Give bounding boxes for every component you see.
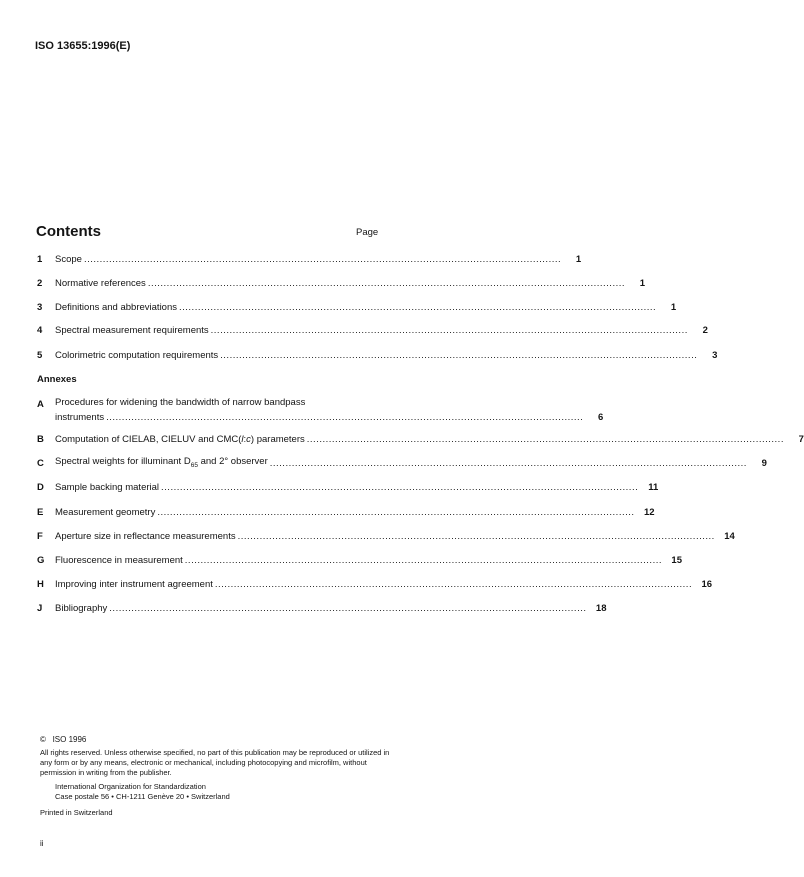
toc-annex-d[interactable] [37,480,659,493]
contents-title: Contents [36,223,101,240]
toc-entry-2[interactable] [37,276,646,289]
dot-leader: ........................................................................................................................................................ [161,482,639,493]
toc-number: 1 [37,254,43,265]
toc-annex-h[interactable] [37,577,713,590]
toc-page: 6 [598,412,604,423]
toc-page: 15 [671,555,682,566]
toc-number: F [37,531,43,542]
page-number: ii [40,839,44,848]
dot-leader: ........................................................................................................................................................ [269,458,747,469]
toc-page: 1 [670,302,677,313]
dot-leader: ........................................................................................................................................................ [83,254,562,265]
dot-leader: ........................................................................................................................................................ [306,434,784,445]
toc-page: 14 [724,531,735,542]
toc-number: C [37,458,44,469]
annexes-heading: Annexes [37,374,77,385]
toc-text: Sample backing material [55,482,160,493]
toc-page: 9 [761,458,767,469]
toc-text-line1: Procedures for widening the bandwidth of narrow bandpass [55,397,306,408]
toc-number: J [37,603,43,614]
toc-text: Spectral measurement requirements [55,325,209,336]
dot-leader: ........................................................................................................................................................ [220,350,698,361]
toc-number: 2 [37,278,43,289]
toc-text: Bibliography [55,603,108,614]
toc-entry-3[interactable] [37,300,677,313]
toc-page: 3 [712,350,718,361]
dot-leader: ........................................................................................................................................................ [147,278,626,289]
toc-page: 7 [798,434,804,445]
toc-page: 2 [702,325,708,336]
toc-page: 16 [701,579,713,590]
toc-annex-b[interactable] [37,432,804,445]
toc-text: Fluorescence in measurement [55,555,183,566]
dot-leader: ........................................................................................................................................................ [179,302,657,313]
document-id: ISO 13655:1996(E) [35,40,131,52]
toc-number: E [37,507,44,518]
dot-leader: ........................................................................................................................................................ [109,603,587,614]
toc-number: B [37,434,44,445]
organization-address: Case postale 56 • CH-1211 Genève 20 • Switzerland [55,792,230,801]
toc-text: Aperture size in reflectance measurements [55,531,236,542]
toc-number: H [37,579,44,590]
toc-number: G [37,555,45,566]
toc-text: Normative references [55,278,146,289]
toc-annex-g[interactable] [37,553,682,566]
toc-number: 4 [37,325,43,336]
toc-text: Colorimetric computation requirements [55,350,219,361]
toc-number: A [37,399,44,410]
dot-leader: ........................................................................................................................................................ [214,579,693,590]
toc-text: Improving inter instrument agreement [55,579,213,590]
toc-entry-5[interactable] [37,348,718,361]
page-column-label: Page [356,227,379,238]
toc-number: 5 [37,350,43,361]
printed-in: Printed in Switzerland [40,808,113,817]
copyright-line: © ISO 1996 [40,735,87,744]
toc-page: 18 [595,603,607,614]
toc-annex-j[interactable] [37,601,607,614]
toc-page: 11 [648,482,659,493]
toc-text: Measurement geometry [55,507,156,518]
toc-text: Scope [55,254,82,265]
toc-page: 12 [643,507,655,518]
toc-annex-f[interactable] [37,529,735,542]
toc-annex-a[interactable] [37,397,604,423]
dot-leader: ........................................................................................................................................................ [210,325,688,336]
organization-name: International Organization for Standardization [55,782,206,791]
toc-number: 3 [37,302,43,313]
toc-entry-4[interactable] [37,323,708,336]
toc-page: 1 [639,278,646,289]
dot-leader: ........................................................................................................................................................ [106,412,584,423]
toc-text: Computation of CIELAB, CIELUV and CMC(l:c) parameters [55,434,305,445]
toc-annex-e[interactable] [37,505,655,518]
dot-leader: ........................................................................................................................................................ [157,507,635,518]
toc-text: Spectral weights for illuminant $D_{65}$ and 2° observer [55,456,268,469]
toc-entry-1[interactable] [37,252,582,265]
organization-block [55,782,230,802]
toc-annex-c[interactable] [37,456,767,469]
dot-leader: ........................................................................................................................................................ [184,555,662,566]
toc-text: instruments [55,412,105,423]
toc-number: D [37,482,44,493]
toc-text: Definitions and abbreviations [55,302,177,313]
dot-leader: ........................................................................................................................................................ [237,531,715,542]
toc-page: 1 [575,254,582,265]
rights-notice: All rights reserved. Unless otherwise specified, no part of this publication may be reproduced or utilized in any form or by any means, electronic or mechanical, including photocopying and microfilm, without permission in writing from the publisher. [40,748,390,777]
